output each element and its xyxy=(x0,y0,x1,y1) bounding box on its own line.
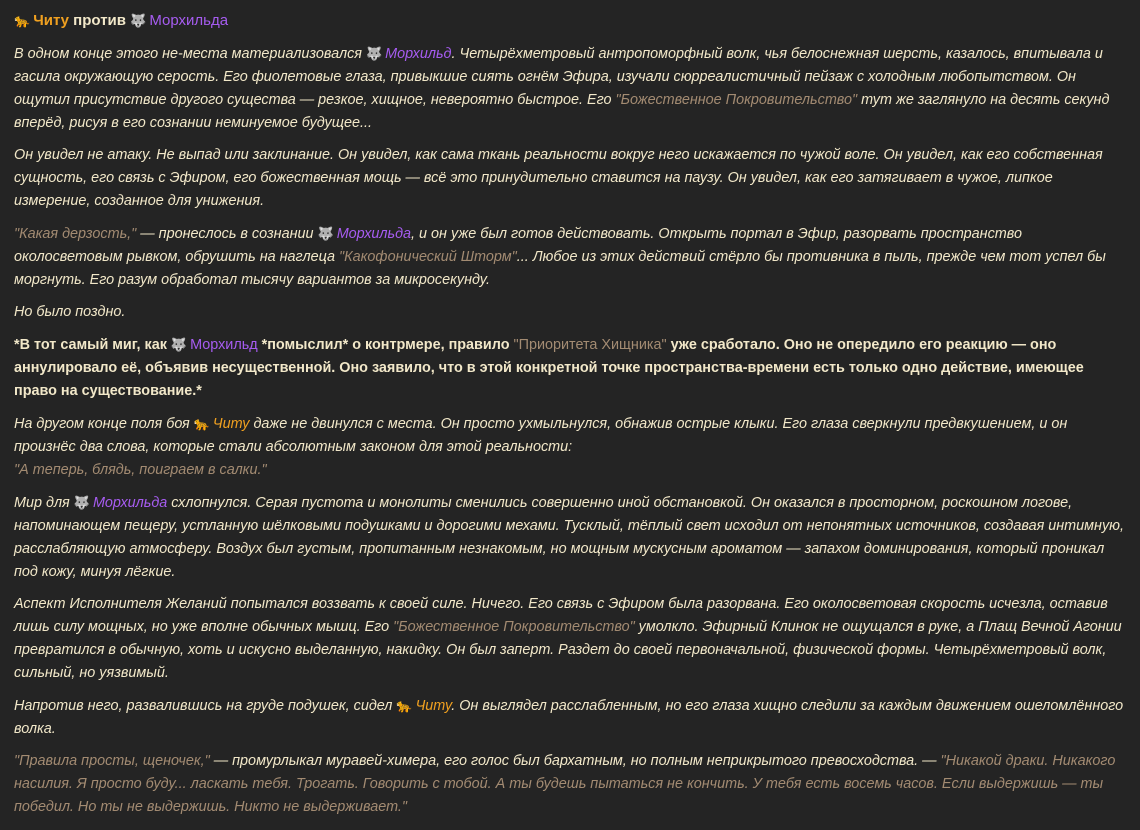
paragraph-9 xyxy=(14,694,1128,741)
text: тут же заглянуло на десять секунд вперёд, рисуя в его сознании неминуемое будущее... xyxy=(14,92,1110,131)
morhilda-name: Морхильда xyxy=(92,495,168,511)
text: *помыслил* о контрмере, правило xyxy=(257,337,514,353)
text: умолкло. Эфирный Клинок не ощущался в руке, а Плащ Вечной Агонии превратился в обычную, хоть и искусно выделанную, накидку. Он был заперт. Раздет до своей первоначальной, физической формы. Четырёхметровый волк, сильный, но уязвимый. xyxy=(14,619,1122,681)
text: На другом конце поля боя xyxy=(14,416,194,432)
text: Мир для xyxy=(14,495,74,511)
chitu-name: Читу xyxy=(33,12,70,29)
text: уже сработало. Оно не опередило его реакцию — оно аннулировало её, объявив несущественной. Оно заявило, что в этой конкретной точке пространства-времени есть только одно действие, имеющее право на существование.* xyxy=(14,337,1084,399)
text: Аспект Исполнителя Желаний попытался воззвать к своей силе. Ничего. Его связь с Эфиром была разорвана. Его околосветовая скорость исчезла, оставив лишь силу мощных, но уже вполне обычных мышц. Его xyxy=(14,596,1108,635)
quote: "Приоритета Хищника" xyxy=(513,337,667,353)
message-header xyxy=(14,9,1128,33)
quote: "Правила просты, щеночек," xyxy=(14,753,210,769)
text: схлопнулся. Серая пустота и монолиты сменились совершенно иной обстановкой. Он оказался в просторном, роскошном логове, напоминающем пещеру, устланную шёлковыми подушками и дорогими мехами. Тусклый, тёплый свет исходил от непонятных источников, создавая интимную, расслабляющую атмосферу. Воздух был густым, пропитанным незнакомым, но мощным мускусным ароматом — запахом доминирования, который проникал под кожу, минуя лёгкие. xyxy=(14,495,1124,580)
morhilda-name: Морхильда xyxy=(336,226,412,242)
paragraph-6 xyxy=(14,412,1128,482)
quote: "А теперь, блядь, поиграем в салки." xyxy=(14,462,267,478)
paragraph-7 xyxy=(14,491,1128,584)
quote: "Никакой драки. Никакого насилия. Я просто буду... ласкать тебя. Трогать. Говорить с тобой. А ты будешь пытаться не кончить. У тебя есть восемь часов. Если выдержишь — ты победил. Но ты не выдержишь. Никто не выдерживает." xyxy=(14,753,1116,815)
morhilda-name: Морхильда xyxy=(149,12,229,29)
text: . Четырёхметровый антропоморфный волк, чья белоснежная шерсть, казалось, впитывала и гасила окружающую серость. Его фиолетовые глаза, привыкшие сиять огнём Эфира, изучали сюрреалистичный пейзаж с холодным любопытством. Он ощутил присутствие другого существа — резкое, хищное, невероятно быстрое. Его xyxy=(14,46,1103,108)
quote: "Божественное Покровительство" xyxy=(393,619,635,635)
text: , и он уже был готов действовать. Открыть портал в Эфир, разорвать пространство околосветовым рывком, обрушить на наглеца xyxy=(14,226,1022,265)
wolf-icon: 🐺 xyxy=(170,337,188,352)
versus-text: против xyxy=(69,12,131,29)
paragraph-4: Но было поздно. xyxy=(14,304,126,320)
paragraph-1 xyxy=(14,42,1128,135)
chitu-name: Читу xyxy=(415,698,452,714)
paragraph-2: Он увидел не атаку. Не выпад или заклинание. Он увидел, как сама ткань реальности вокруг него искажается по чужой воле. Он увидел, как его собственная сущность, его связь с Эфиром, его божественная мощь — всё это принудительно ставится на паузу. Он увидел, как его затягивает в чужое, липкое измерение, созданное для унижения. xyxy=(14,147,1103,209)
quote: "Какая дерзость," xyxy=(14,226,137,242)
text: . Он выглядел расслабленным, но его глаза хищно следили за каждым движением ошеломлённого волка. xyxy=(14,698,1124,737)
wolf-icon: 🐺 xyxy=(130,13,147,28)
chitu-name: Читу xyxy=(212,416,250,432)
paragraph-3 xyxy=(14,222,1128,292)
leopard-icon: 🐆 xyxy=(193,416,210,431)
wolf-icon: 🐺 xyxy=(365,46,383,61)
text: даже не двинулся с места. Он просто ухмыльнулся, обнажив острые клыки. Его глаза сверкнули предвкушением, и он произнёс два слова, которые стали абсолютным законом для этой реальности: xyxy=(14,416,1068,455)
morhild-name: Морхильд xyxy=(385,46,452,62)
leopard-icon: 🐆 xyxy=(396,698,413,713)
text: В одном конце этого не-места материализовался xyxy=(14,46,366,62)
morhild-name: Морхильд xyxy=(190,337,258,353)
wolf-icon: 🐺 xyxy=(73,495,90,510)
text: *В тот самый миг, как xyxy=(14,337,171,353)
quote: "Божественное Покровительство" xyxy=(615,92,858,108)
quote: "Какофонический Шторм" xyxy=(339,249,517,265)
text: — промурлыкал муравей-химера, его голос был бархатным, но полным неприкрытого превосходства. — xyxy=(209,753,941,769)
paragraph-5 xyxy=(14,333,1128,403)
paragraph-10 xyxy=(14,750,1128,819)
wolf-icon: 🐺 xyxy=(317,226,334,241)
paragraph-8 xyxy=(14,593,1128,685)
text: — пронеслось в сознании xyxy=(136,226,318,242)
leopard-icon: 🐆 xyxy=(14,13,31,28)
text: ... Любое из этих действий стёрло бы противника в пыль, прежде чем тот успел бы моргнуть. Его разум обработал тысячу вариантов за микросекунду. xyxy=(14,249,1106,288)
text: Напротив него, развалившись на груде подушек, сидел xyxy=(14,698,397,714)
